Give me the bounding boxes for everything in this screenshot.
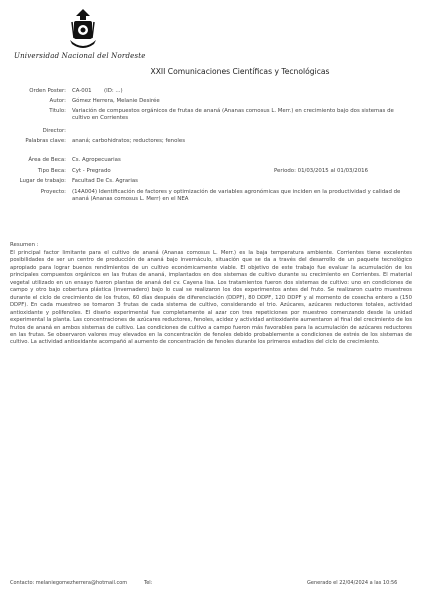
autor-value: Gómez Herrera, Melanie Desirée	[72, 98, 160, 104]
periodo-label: Periodo:	[274, 168, 296, 174]
palabras-clave-value: ananá; carbohidratos; reductores; fenoles	[72, 138, 186, 144]
titulo-label: Titulo:	[49, 108, 66, 114]
orden-poster-value: CA-001	[72, 88, 92, 94]
footer-generated: Generado el 22/04/2024 a las 10:56	[307, 580, 398, 586]
lugar-trabajo-label: Lugar de trabajo:	[19, 178, 66, 184]
lugar-trabajo-value: Facultad De Cs. Agrarias	[72, 178, 138, 184]
logo-text: Universidad Nacional del Nordeste	[14, 52, 146, 60]
tipo-beca-value: Cyt - Pregrado	[72, 168, 111, 174]
orden-poster-label: Orden Poster:	[29, 88, 66, 94]
proyecto-value: (14A004) Identificación de factores y optimización de variables agronómicas que inciden en la productividad y calidad de ananá (Ananas comosus L. Merr) en el NEA	[72, 189, 401, 203]
field-periodo	[274, 168, 368, 174]
university-crest-icon	[68, 8, 98, 50]
area-beca-label: Área de Beca:	[28, 157, 66, 163]
resumen-label: Resumen :	[10, 242, 39, 248]
titulo-value: Variación de compuestos orgánicos de frutas de ananá (Ananas comosus L. Merr.) en crecimiento bajo dos sistemas de cultivo en Corrientes	[72, 108, 394, 122]
proyecto-label: Proyecto:	[40, 189, 66, 195]
resumen-text: El principal factor limitante para el cultivo de ananá (Ananas comosus L. Merr.) es la baja temperatura ambiente. Corrientes tiene excelentes posibilidades de ser un centro de producción de ananá bajo invernáculo, situación que se da a través del desarrollo de un paquete tecnológico apropiado para lograr buenos rendimientos de un cultivo económicamente viable. El objetivo de este trabajo fue evaluar la acumulación de los principales compuestos orgánicos en las frutas de ananá, implantados en dos sistemas de cultivo durante su crecimiento en Corrientes. El material vegetal utilizado en un ensayo fueron plantas de ananá del cv. Cayena lisa. Los tratamientos fueron dos sistemas de cultivo: uno en condiciones de campo y otro bajo cobertura plástica (invernadero) bajo lo cual se realizaron los dos experimentos antes del fruto. Se realizaron cuatro muestreos durante el ciclo de crecimiento de los frutos, 60 días después de diferenciación (DDPF), 80 DDPF, 120 DDPF y al momento de cosecha entero a (150 DDPF). En cada muestreo se tomaron 3 frutas de cada sistema de cultivo, considerando el trio. Azúcares, azúcares reductores totales, actividad antioxidante y polifenoles. El diseño experimental fue completamente al azar con tres repeticiones por muestreo comenzando desde la unidad experimental la planta. Las concentraciones de azúcares reductores, fenoles, acidez y actividad antioxidante aumentaron al final del crecimiento de los frutos de ananá en ambos sistemas de cultivo. Las condiciones de cultivo a campo fueron más favorables para la acumulación de azúcares reductores en las frutas. Se observaron valores muy elevados en la concentración de fenoles debido probablemente a condiciones de estrés de los sistemas de cultivo. La actividad antioxidante acompañó al aumento de concentración de fenoles durante los primeros estadios del ciclo de crecimiento.	[10, 250, 412, 346]
tipo-beca-label: Tipo Beca:	[37, 168, 66, 174]
footer-phone: Tel:	[144, 580, 153, 586]
director-label: Director:	[42, 128, 66, 134]
university-logo	[8, 8, 146, 64]
autor-label: Autor:	[49, 98, 66, 104]
periodo-value: 01/03/2015 al 01/03/2016	[297, 168, 369, 174]
palabras-clave-label: Palabras clave:	[25, 138, 66, 144]
footer-contact: Contacto: melaniegomezherrera@hotmail.com	[10, 580, 128, 586]
orden-poster-extra: (ID: ...)	[104, 88, 123, 94]
area-beca-value: Cs. Agropecuarias	[72, 157, 121, 163]
event-title: XXII Comunicaciones Científicas y Tecnológicas	[150, 67, 330, 76]
